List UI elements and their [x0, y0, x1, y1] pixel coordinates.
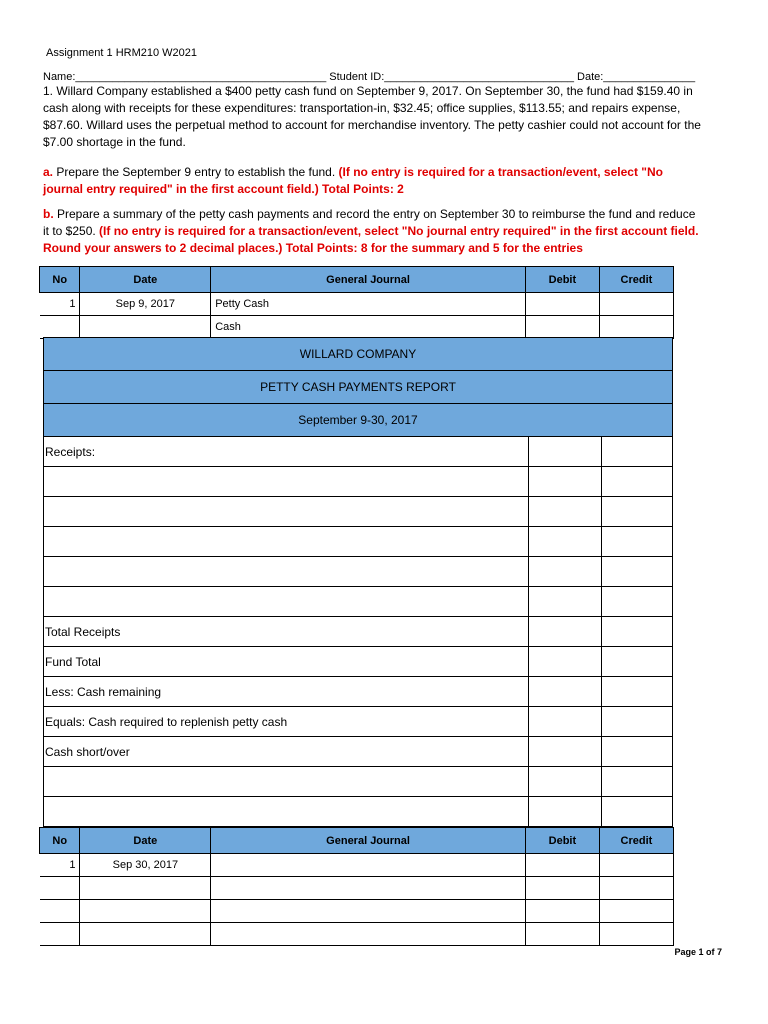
- petty-cash-report: [43, 337, 673, 827]
- entry-no: [40, 877, 80, 900]
- report-total-cell[interactable]: [602, 467, 673, 497]
- report-period: September 9-30, 2017: [44, 404, 673, 437]
- report-row: [44, 707, 673, 737]
- report-row-label: [44, 767, 529, 797]
- entry-date: [80, 900, 211, 923]
- report-row-label: Equals: Cash required to replenish petty cash: [44, 707, 529, 737]
- account-cell[interactable]: [211, 900, 526, 923]
- report-amount-cell[interactable]: [529, 767, 602, 797]
- report-amount-cell[interactable]: [529, 527, 602, 557]
- col-date: Date: [80, 267, 211, 293]
- report-total-cell[interactable]: [602, 677, 673, 707]
- col-general-journal: General Journal: [211, 267, 526, 293]
- page-number: Page 1 of 7: [674, 947, 722, 957]
- report-total-cell[interactable]: [602, 767, 673, 797]
- part-a-letter: a.: [43, 165, 54, 179]
- debit-cell[interactable]: [525, 923, 599, 946]
- account-cell[interactable]: [211, 877, 526, 900]
- report-row-label: Fund Total: [44, 647, 529, 677]
- report-total-cell[interactable]: [602, 587, 673, 617]
- report-total-cell[interactable]: [602, 797, 673, 827]
- account-cell[interactable]: [211, 923, 526, 946]
- credit-cell[interactable]: [599, 854, 673, 877]
- report-amount-cell[interactable]: [529, 707, 602, 737]
- report-row-label: [44, 527, 529, 557]
- account-cell[interactable]: Petty Cash: [211, 293, 526, 316]
- entry-date: [80, 316, 211, 339]
- report-row-label: [44, 497, 529, 527]
- entry-date: [80, 877, 211, 900]
- report-total-cell[interactable]: [602, 497, 673, 527]
- entry-no: 1: [40, 854, 80, 877]
- col-debit: Debit: [525, 828, 599, 854]
- part-a-instructions: [43, 164, 703, 198]
- student-info-line: Name:_________________________________________ Student ID:_______________________________ Date:_______________: [43, 71, 696, 83]
- credit-cell[interactable]: [599, 877, 673, 900]
- credit-cell[interactable]: [599, 293, 673, 316]
- part-b-instructions: [43, 206, 703, 257]
- debit-cell[interactable]: [525, 316, 599, 339]
- entry-no: [40, 316, 80, 339]
- col-credit: Credit: [599, 267, 673, 293]
- entry-no: 1: [40, 293, 80, 316]
- report-row: [44, 647, 673, 677]
- document-header: Assignment 1 HRM210 W2021: [46, 47, 198, 59]
- journal-row: [40, 316, 674, 339]
- report-row-label: Less: Cash remaining: [44, 677, 529, 707]
- report-amount-cell[interactable]: [529, 737, 602, 767]
- report-row: [44, 467, 673, 497]
- journal-row: [40, 293, 674, 316]
- report-row-label: [44, 797, 529, 827]
- debit-cell[interactable]: [525, 854, 599, 877]
- report-amount-cell[interactable]: [529, 467, 602, 497]
- report-total-cell[interactable]: [602, 617, 673, 647]
- entry-no: [40, 900, 80, 923]
- report-title: PETTY CASH PAYMENTS REPORT: [44, 371, 673, 404]
- entry-date: Sep 9, 2017: [80, 293, 211, 316]
- entry-no: [40, 923, 80, 946]
- report-row: [44, 587, 673, 617]
- debit-cell[interactable]: [525, 293, 599, 316]
- report-amount-cell[interactable]: [529, 437, 602, 467]
- credit-cell[interactable]: [599, 900, 673, 923]
- report-amount-cell[interactable]: [529, 797, 602, 827]
- report-company: WILLARD COMPANY: [44, 338, 673, 371]
- report-row-label: [44, 557, 529, 587]
- report-total-cell[interactable]: [602, 557, 673, 587]
- report-row: [44, 797, 673, 827]
- report-total-cell[interactable]: [602, 647, 673, 677]
- report-row: [44, 617, 673, 647]
- journal-table-sep30: [39, 827, 674, 946]
- part-b-letter: b.: [43, 207, 54, 221]
- report-row: [44, 737, 673, 767]
- report-amount-cell[interactable]: [529, 497, 602, 527]
- report-row: [44, 527, 673, 557]
- part-a-note: (If no entry is required for a transaction/event, select "No journal entry required" in the first account field.) Total Points: 2: [43, 165, 663, 196]
- entry-date: [80, 923, 211, 946]
- col-no: No: [40, 828, 80, 854]
- col-general-journal: General Journal: [211, 828, 526, 854]
- entry-date: Sep 30, 2017: [80, 854, 211, 877]
- report-row-label: Total Receipts: [44, 617, 529, 647]
- col-date: Date: [80, 828, 211, 854]
- journal-row: [40, 900, 674, 923]
- journal-row: [40, 854, 674, 877]
- report-total-cell[interactable]: [602, 437, 673, 467]
- journal-row: [40, 877, 674, 900]
- report-amount-cell[interactable]: [529, 647, 602, 677]
- report-amount-cell[interactable]: [529, 617, 602, 647]
- debit-cell[interactable]: [525, 900, 599, 923]
- report-row-label: [44, 467, 529, 497]
- part-a-text: Prepare the September 9 entry to establish the fund.: [53, 165, 339, 179]
- journal-row: [40, 923, 674, 946]
- report-row-label: Cash short/over: [44, 737, 529, 767]
- part-b-note: (If no entry is required for a transaction/event, select "No journal entry required" in the first account field. Round your answers to 2 decimal places.) Total Points: 8 for the summary and 5 for the entries: [43, 224, 699, 255]
- report-row: [44, 767, 673, 797]
- credit-cell[interactable]: [599, 923, 673, 946]
- col-debit: Debit: [525, 267, 599, 293]
- report-amount-cell[interactable]: [529, 677, 602, 707]
- report-row-label: Receipts:: [44, 437, 529, 467]
- report-total-cell[interactable]: [602, 737, 673, 767]
- report-total-cell[interactable]: [602, 707, 673, 737]
- debit-cell[interactable]: [525, 877, 599, 900]
- part-b-text: Prepare a summary of the petty cash payments and record the entry on September 30 to reimburse the fund and reduce it to $250.: [43, 207, 696, 238]
- report-amount-cell[interactable]: [529, 557, 602, 587]
- account-cell[interactable]: Cash: [211, 316, 526, 339]
- report-amount-cell[interactable]: [529, 587, 602, 617]
- problem-intro: 1. Willard Company established a $400 petty cash fund on September 9, 2017. On September 30, the fund had $159.40 in cash along with receipts for these expenditures: transportation-in, $32.45; office supplies, $113.55; and repairs expense, $87.60. Willard uses the perpetual method to account for merchandise inventory. The petty cashier could not account for the $7.00 shortage in the fund.: [43, 84, 701, 149]
- journal-table-sep9: [39, 266, 674, 339]
- report-row: [44, 557, 673, 587]
- col-credit: Credit: [599, 828, 673, 854]
- report-row: [44, 497, 673, 527]
- report-row-label: [44, 587, 529, 617]
- report-total-cell[interactable]: [602, 527, 673, 557]
- report-row: [44, 677, 673, 707]
- col-no: No: [40, 267, 80, 293]
- report-row: [44, 437, 673, 467]
- account-cell[interactable]: [211, 854, 526, 877]
- credit-cell[interactable]: [599, 316, 673, 339]
